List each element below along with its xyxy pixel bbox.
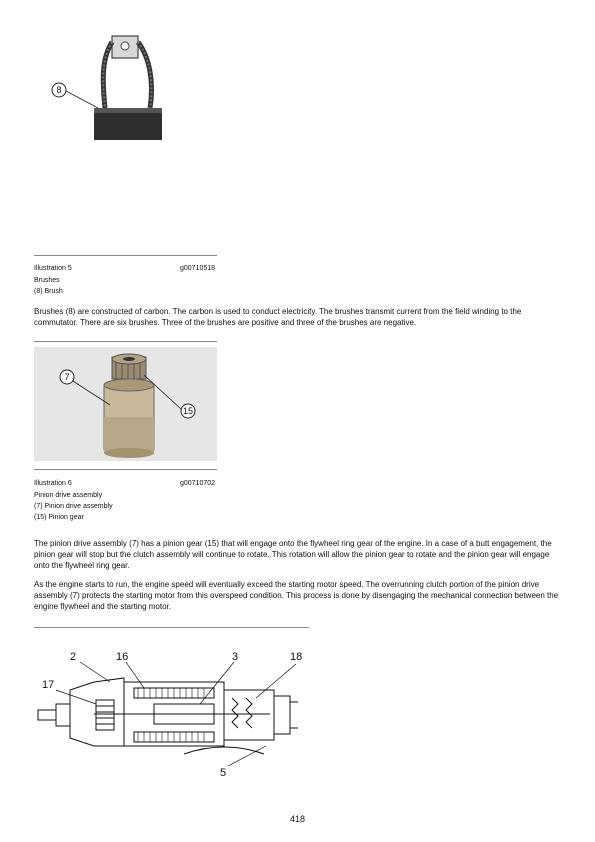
illustration6-caption-line: (7) Pinion drive assembly	[34, 503, 113, 510]
illustration6-caption-line: (15) Pinion gear	[34, 514, 84, 521]
drawing-rule	[34, 627, 309, 628]
pinion-illustration	[34, 347, 217, 461]
illustration6-caption-line: Pinion drive assembly	[34, 492, 103, 499]
illustration5-code: g00710518	[180, 265, 216, 272]
callout-15: 15	[182, 406, 194, 416]
drawing-label-3: 3	[232, 651, 239, 663]
callout-8: 8	[56, 85, 62, 95]
cross-section-drawing	[34, 642, 309, 782]
paragraph-pinion: The pinion drive assembly (7) has a pinion gear (15) that will engage onto the flywheel ring gear of the engine. In a case of a butt engagement, the pinion gear will stop but the clutch assembly will continue to rotate. This rotation will allow the pinion gear to rotate and the pinion gear will engage onto the flywheel ring gear.	[34, 539, 552, 570]
illustration5-title: Illustration 5	[34, 265, 72, 272]
illustration6-top-rule	[34, 341, 217, 342]
brush-drawing	[50, 28, 180, 154]
pinion-drawing	[34, 347, 217, 461]
drawing-label-17: 17	[42, 679, 55, 691]
illustration6-title: Illustration 6	[34, 480, 72, 487]
drawing-label-18: 18	[290, 651, 303, 663]
illustration6-code: g00710702	[180, 480, 216, 487]
page-number: 418	[289, 814, 306, 824]
paragraph-brushes: Brushes (8) are constructed of carbon. The carbon is used to conduct electricity. The brushes transmit current from the field winding to the commutator. There are six brushes. Three of the brushes are positive and three of the brushes are negative.	[34, 307, 522, 327]
illustration5-caption-line: (8) Brush	[34, 288, 63, 295]
drawing-label-5: 5	[220, 767, 227, 779]
illustration5-rule	[34, 255, 217, 256]
brush-illustration	[50, 28, 180, 154]
drawing-label-2: 2	[70, 651, 77, 663]
paragraph-engine: As the engine starts to run, the engine speed will eventually exceed the starting motor speed. The overrunning clutch portion of the pinion drive assembly (7) protects the starting motor from this overspeed condition. This process is done by disengaging the mechanical connection between the engine flywheel and the starting motor.	[34, 580, 559, 611]
callout-7: 7	[64, 372, 70, 382]
starter-cross-section	[34, 642, 309, 782]
illustration6-rule	[34, 469, 217, 470]
drawing-label-16: 16	[116, 651, 129, 663]
illustration5-caption-line: Brushes	[34, 277, 60, 284]
